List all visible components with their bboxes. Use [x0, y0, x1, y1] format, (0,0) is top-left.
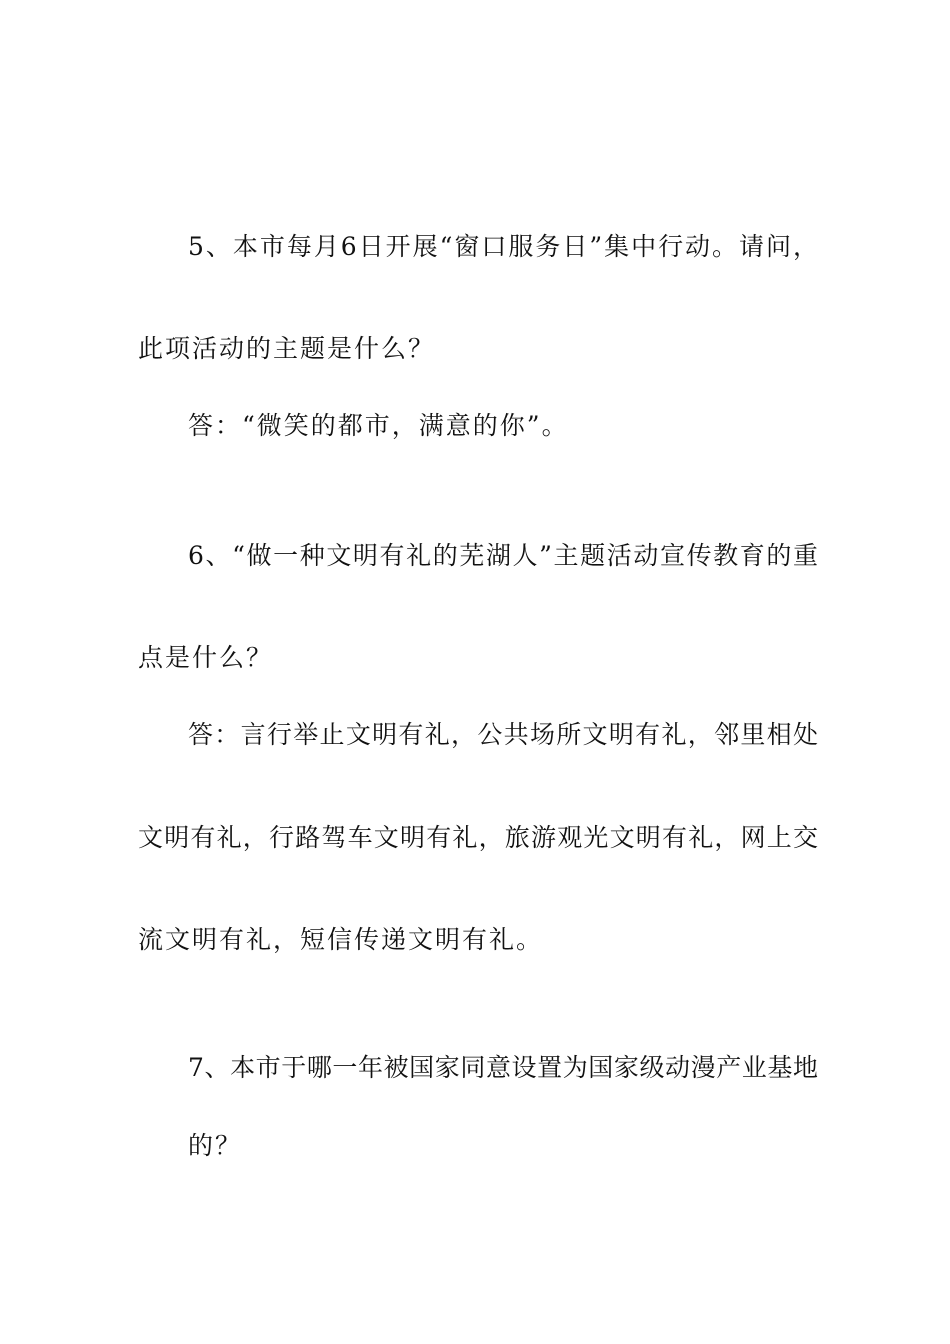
- question-6-line-2: 点是什么？: [138, 643, 274, 672]
- answer-6-line-2: 文明有礼，行路驾车文明有礼，旅游观光文明有礼，网上交: [138, 823, 818, 852]
- question-7-line-1: 7、本市于哪一年被国家同意设置为国家级动漫产业基地: [188, 1053, 818, 1082]
- question-5-line-2: 此项活动的主题是什么？: [138, 334, 436, 363]
- question-6-line-1: 6、“做一种文明有礼的芜湖人”主题活动宣传教育的重: [188, 541, 818, 570]
- answer-5: 答：“微笑的都市，满意的你”。: [188, 411, 569, 440]
- answer-6-line-3: 流文明有礼，短信传递文明有礼。: [138, 925, 544, 954]
- question-5-line-1: 5、本市每月6日开展“窗口服务日”集中行动。请问，: [188, 232, 818, 261]
- question-7-line-2: 的？: [188, 1131, 243, 1160]
- answer-6-line-1: 答：言行举止文明有礼，公共场所文明有礼，邻里相处: [188, 720, 818, 749]
